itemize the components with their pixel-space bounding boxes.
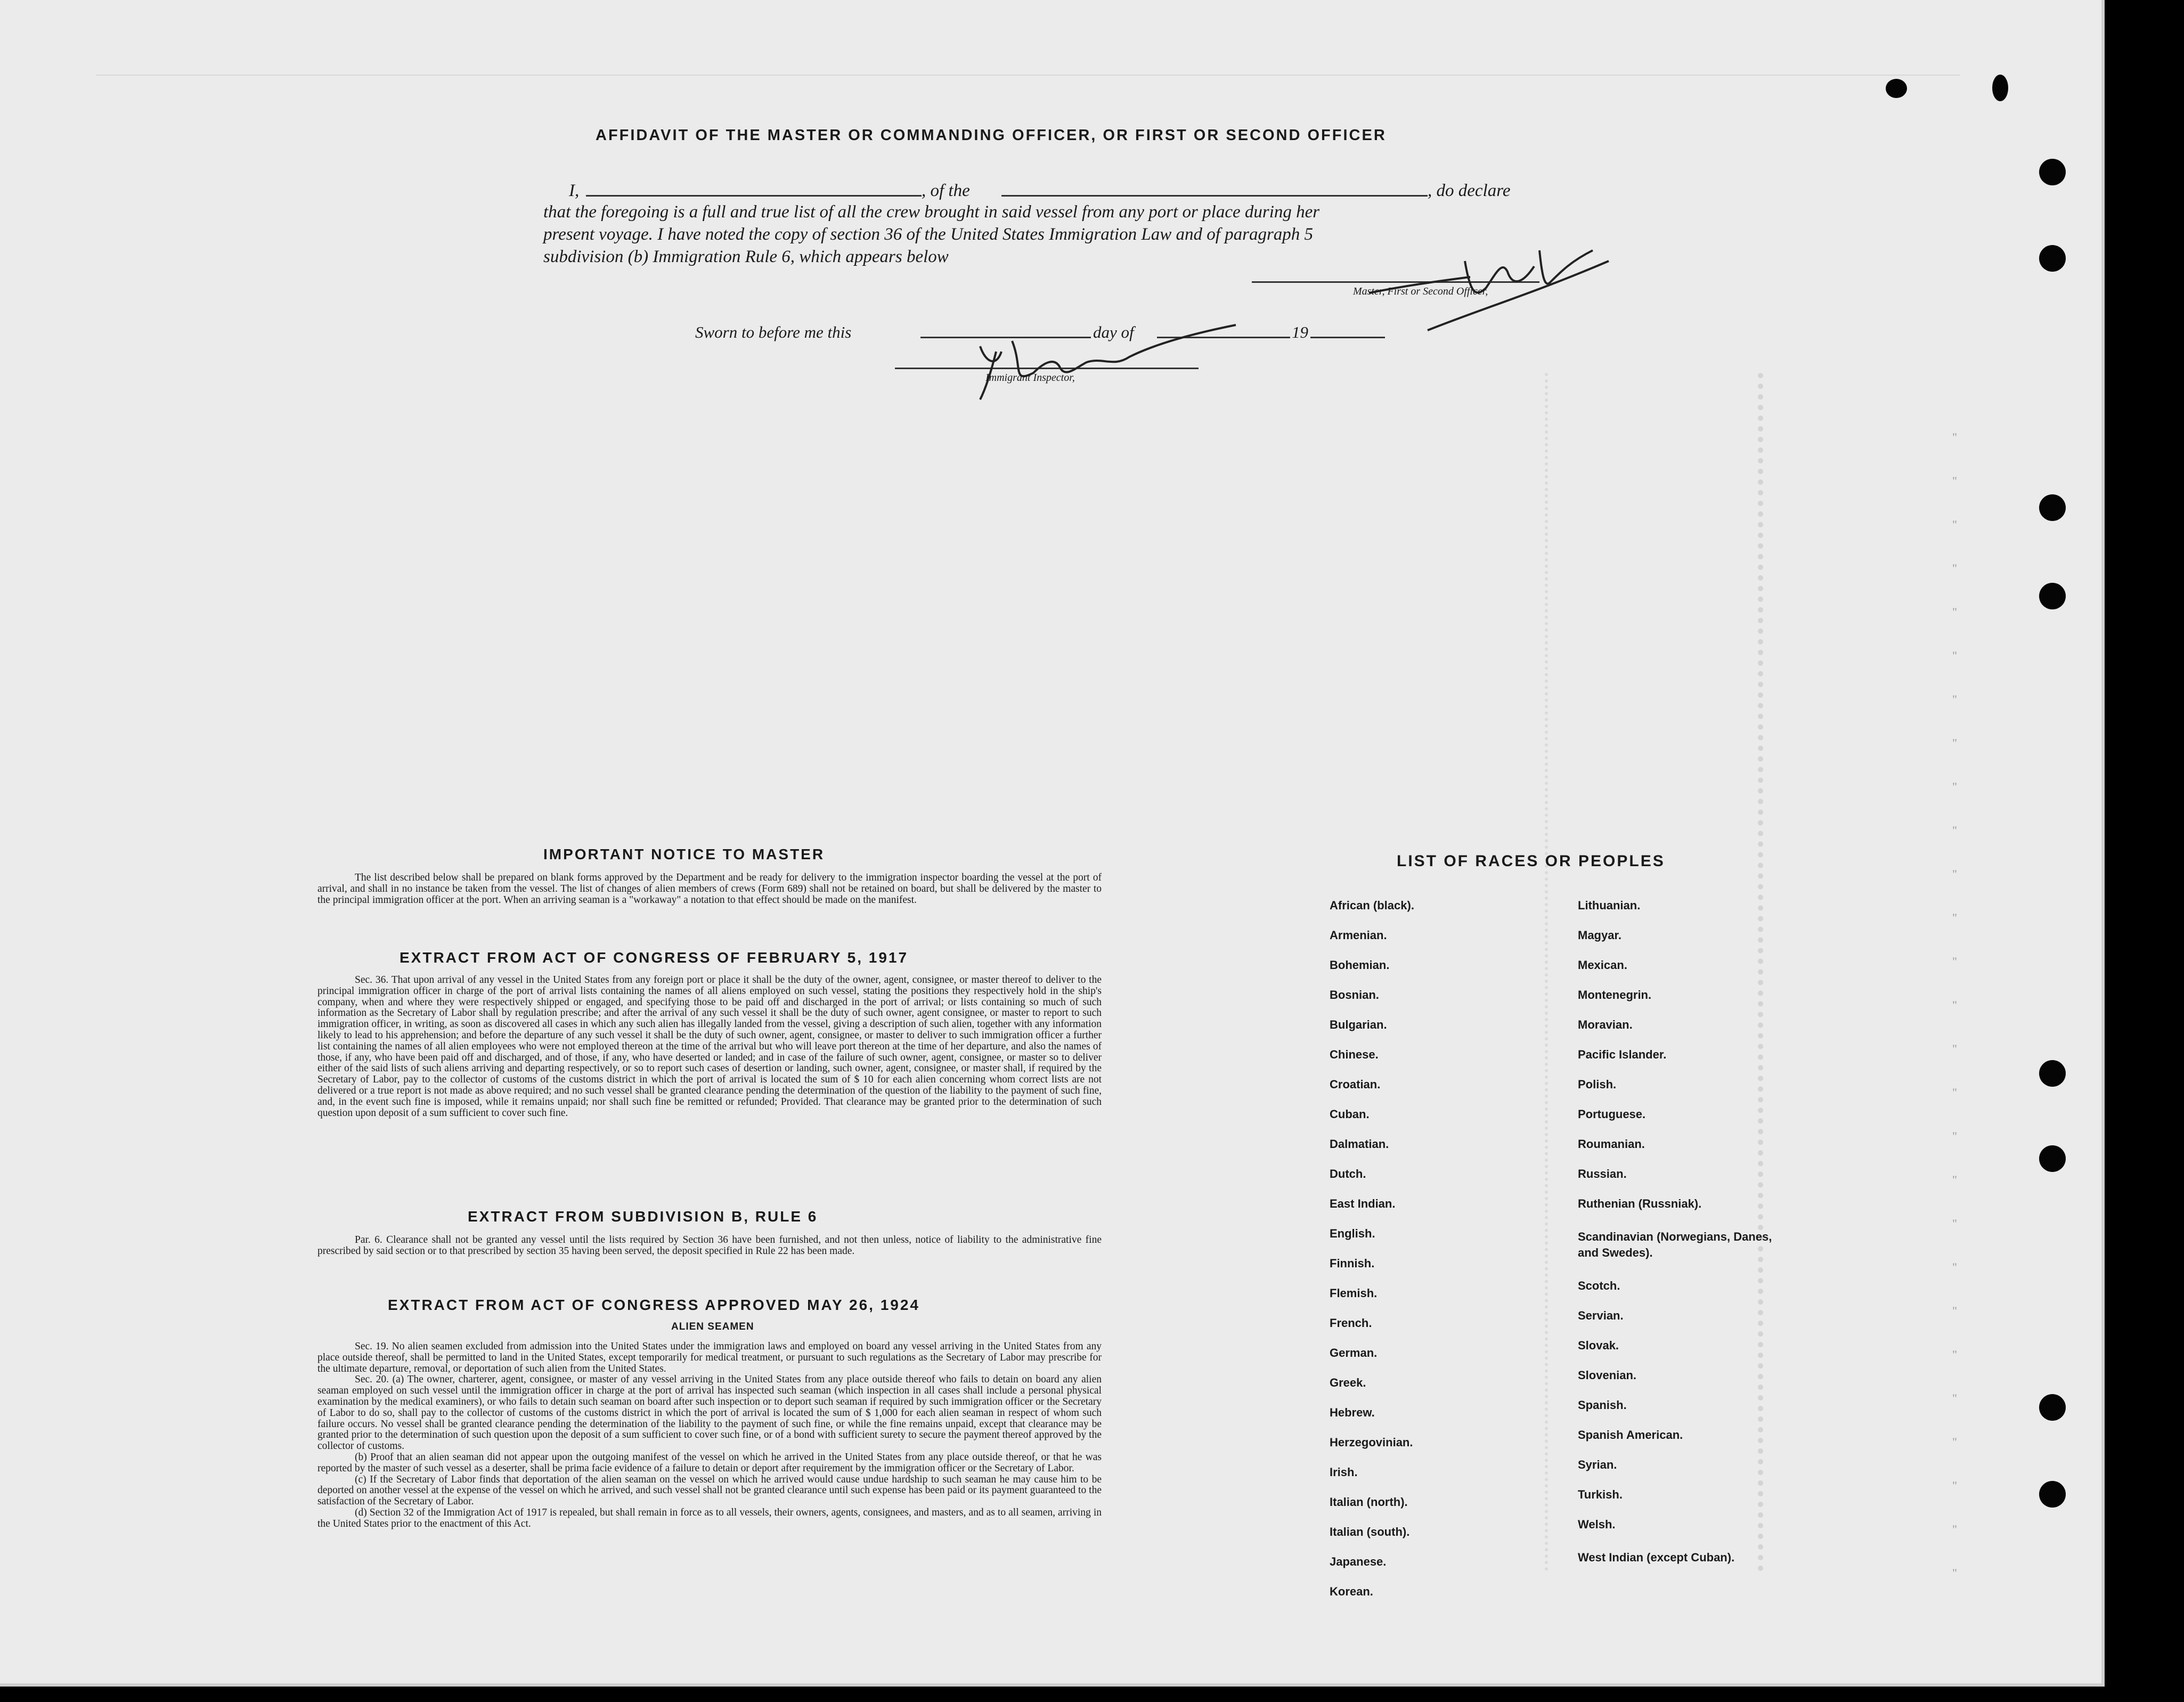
affidavit-do-declare: , do declare — [1428, 181, 1511, 200]
notice-paragraph: The list described below shall be prepared on blank forms approved by the Department and be ready for delivery to the immigration inspector boarding the vessel at the port of arrival, and shall in no instance be taken from the vessel. The list of changes of alien members of crews (Form 689) shall not be retained on board, but shall be delivered by the master to the principal immigration officer at the port. When an arriving seaman is a "workaway" a notation to that effect should be made on the manifest. — [317, 872, 1102, 906]
race-item: Slovenian. — [1578, 1369, 1637, 1382]
bleed-through-header — [96, 75, 1960, 108]
punch-hole — [2039, 494, 2066, 521]
race-item: Bosnian. — [1330, 988, 1379, 1001]
race-item: African (black). — [1330, 899, 1414, 912]
race-item: Scandinavian (Norwegians, Danes, and Swedes). — [1578, 1230, 1772, 1259]
race-item: Croatian. — [1330, 1078, 1381, 1091]
race-item: Armenian. — [1330, 929, 1387, 942]
extract2-paragraph: Par. 6. Clearance shall not be granted any vessel until the lists required by Section 36 have been furnished, and not then unless, notice of liability to the administrative fine prescribed by said section or to that prescribed by section 35 having been served, the deposit specified in Rule 22 has been made. — [317, 1234, 1102, 1257]
race-item: Cuban. — [1330, 1107, 1370, 1121]
extract1-paragraph: Sec. 36. That upon arrival of any vessel in the United States from any foreign port or place it shall be the duty of the owner, agent, consignee, or master thereof to deliver to the principal immigration officer in charge of the port of arrival lists containing the names of all aliens employed on such vessel, stating the positions they respectively hold in the ship's company, when and where they were respectively shipped or engaged, and specifying those to be paid off and discharged in the port of arrival; or lists containing so much of such information as the Secretary of Labor shall by regulation prescribe; and after the arrival of any such vessel it shall be the duty of such owner, agent consignee, or master to report to such immigration officer, in writing, as soon as discovered all cases in which any such alien has illegally landed from the vessel, giving a description of such alien, together with any information likely to lead to his apprehension; and before the departure of any such vessel it shall be the duty of such owner, agent, consignee, or master to deliver to such immigration officer a further list containing the names of all alien employees who were not employed thereon at the time of the arrival but who will leave port thereon at the time of her departure, and also the names of those, if any, who have been paid off and discharged, and of those, if any, who have deserted or landed; and in case of the failure of such owner, agent, consignee, or master so to deliver either of the said lists of such aliens arriving and departing respectively, or so to report such cases of desertion or landing, such owner, agent, consignee, or master shall, if required by the Secretary of Labor, pay to the collector of customs of the customs district in which the port of arrival is located the sum of $ 10 for each alien concerning whom correct lists are not delivered or a true report is not made as above required; and no such vessel shall be granted clearance pending the determination of the question of the liability to the payment of such fine, and, in the event such fine is imposed, while it remains unpaid; nor shall such fine be remitted or refunded; Provided. That clearance may be granted prior to the determination of such question upon deposit of a sum sufficient to cover such fine. — [317, 974, 1102, 1119]
extract3-paragraph: Sec. 20. (a) The owner, charterer, agent, consignee, or master of any vessel arriving in the United States from any place outside thereof who fails to detain on board any alien seaman employed on such vessel until the immigration officer in charge at the port of arrival has inspected such seaman (which inspection in all cases shall include a personal physical examination by the medical examiners), or who fails to detain such seaman on board after such inspection or to deport such seaman if required by such immigration officer or the Secretary of Labor to do so, shall pay to the collector of customs of the customs district in which the port of arrival is located the sum of $ 1,000 for each alien seaman in respect of whom such failure occurs. No vessel shall be granted clearance pending the determination of the liability to the payment of such fine, or while the fine remains unpaid, except that clearance may be granted prior to the determination of such question upon the deposit of a sum sufficient to cover such fine, or of a bond with sufficient surety to secure the payment thereof approved by the collector of customs. — [317, 1374, 1102, 1452]
extract3-paragraph: (d) Section 32 of the Immigration Act of 1917 is repealed, but shall remain in force as to all vessels, their owners, agents, consignees, and masters, and as to all seamen, arriving in the United States prior to the enactment of this Act. — [317, 1506, 1102, 1529]
race-item: French. — [1330, 1316, 1372, 1330]
name-blank — [586, 195, 922, 197]
race-item: Dutch. — [1330, 1167, 1366, 1180]
race-item: Syrian. — [1578, 1458, 1617, 1471]
punch-hole — [2039, 1060, 2066, 1087]
punch-hole — [1992, 75, 2008, 101]
sworn-text: Sworn to before me this — [695, 323, 852, 341]
punch-hole — [2039, 1481, 2066, 1508]
race-item: Servian. — [1578, 1309, 1624, 1322]
race-item: East Indian. — [1330, 1197, 1396, 1210]
master-caption: Master, First or Second Officer, — [1353, 286, 1488, 297]
race-item: Portuguese. — [1578, 1107, 1646, 1121]
race-item: Italian (south). — [1330, 1525, 1410, 1538]
notice-text — [317, 873, 1102, 906]
extract3-paragraph: (c) If the Secretary of Labor finds that deportation of the alien seaman on the vessel on which he arrived would cause undue hardship to such seaman he may cause him to be deported on another vessel at the expense of the vessel on which he arrived, and such vessel shall not be granted clearance until such expense has been paid or its payment guaranteed to the satisfaction of the Secretary of Labor. — [317, 1473, 1102, 1508]
extract3-text — [317, 1341, 1102, 1530]
affidavit-i-label: I, — [569, 181, 580, 200]
bleed-through-column — [1758, 373, 1795, 1571]
extract3-paragraph: (b) Proof that an alien seaman did not appear upon the outgoing manifest of the vessel on which he arrived in the United States from any place outside thereof, or that he was reported by the master of such vessel as a deserter, shall be prima facie evidence of a failure to detain or deport after requirement by the immigration officer or the Secretary of Labor. — [317, 1451, 1102, 1474]
day-of-text: day of — [1093, 323, 1134, 341]
affidavit-body-line3: subdivision (b) Immigration Rule 6, which appears below — [543, 247, 949, 266]
race-item: Ruthenian (Russniak). — [1578, 1197, 1702, 1210]
race-item: Korean. — [1330, 1585, 1373, 1598]
vessel-blank — [1001, 195, 1428, 197]
race-item: Lithuanian. — [1578, 899, 1641, 912]
punch-hole — [2039, 1394, 2066, 1421]
race-item: Chinese. — [1330, 1048, 1379, 1061]
sworn-year-blank — [1310, 337, 1385, 338]
race-item: Montenegrin. — [1578, 988, 1652, 1001]
extract3-subtitle: ALIEN SEAMEN — [671, 1321, 754, 1332]
punch-hole — [2039, 159, 2066, 185]
extract2-title: EXTRACT FROM SUBDIVISION B, RULE 6 — [468, 1208, 818, 1225]
race-item: Italian (north). — [1330, 1495, 1408, 1509]
race-item: Scotch. — [1578, 1279, 1620, 1292]
tick-mark-column: " " " " " " " " " " " " " " " " " " " " " " " " " " " — [1952, 430, 1957, 1579]
race-item: Dalmatian. — [1330, 1137, 1389, 1151]
race-item: Roumanian. — [1578, 1137, 1645, 1151]
race-item: Finnish. — [1330, 1257, 1375, 1270]
punch-hole — [2039, 1145, 2066, 1172]
race-item: Welsh. — [1578, 1518, 1616, 1531]
bleed-through-column — [1545, 373, 1569, 1571]
affidavit-body-line1: that the foregoing is a full and true list of all the crew brought in said vessel from any port or place during her — [543, 202, 1320, 222]
race-item: Spanish American. — [1578, 1428, 1683, 1442]
extract3-title: EXTRACT FROM ACT OF CONGRESS APPROVED MAY 26, 1924 — [388, 1297, 920, 1313]
races-title: LIST OF RACES OR PEOPLES — [1397, 852, 1665, 870]
affidavit-title: AFFIDAVIT OF THE MASTER OR COMMANDING OFFICER, OR FIRST OR SECOND OFFICER — [596, 127, 1387, 144]
affidavit-of-the: , of the — [922, 181, 970, 200]
master-signature — [1364, 229, 1619, 336]
extract1-text — [317, 975, 1102, 1119]
extract1-title: EXTRACT FROM ACT OF CONGRESS OF FEBRUARY 5, 1917 — [400, 949, 909, 966]
race-item: Moravian. — [1578, 1018, 1633, 1031]
extract3-paragraph: Sec. 19. No alien seamen excluded from admission into the United States under the immigration laws and employed on board any vessel arriving in the United States from any place outside thereof, shall be permitted to land in the United States, except temporarily for medical treatment, or pursuant to such regulations as the Secretary of Labor may prescribe for the ultimate departure, removal, or deportation of such alien from the United States. — [317, 1341, 1102, 1374]
race-item: Flemish. — [1330, 1286, 1378, 1300]
race-item: Spanish. — [1578, 1398, 1627, 1412]
affidavit-body-line2: present voyage. I have noted the copy of section 36 of the United States Immigration Law and of paragraph 5 — [543, 225, 1314, 244]
race-item: West Indian (except Cuban). — [1578, 1551, 1735, 1564]
inspector-signature — [969, 314, 1246, 405]
race-item: German. — [1330, 1346, 1378, 1359]
race-item: Magyar. — [1578, 929, 1621, 942]
race-item: Irish. — [1330, 1465, 1358, 1479]
race-item: Greek. — [1330, 1376, 1366, 1389]
race-item: Bohemian. — [1330, 958, 1390, 972]
race-item: Russian. — [1578, 1167, 1627, 1180]
race-item: Hebrew. — [1330, 1406, 1375, 1419]
race-item: Japanese. — [1330, 1555, 1387, 1568]
race-item: Herzegovinian. — [1330, 1436, 1413, 1449]
race-item: Polish. — [1578, 1078, 1617, 1091]
notice-title: IMPORTANT NOTICE TO MASTER — [543, 846, 825, 862]
race-item: Bulgarian. — [1330, 1018, 1387, 1031]
race-item: Pacific Islander. — [1578, 1048, 1667, 1061]
inspector-caption: Immigrant Inspector, — [985, 372, 1075, 384]
punch-hole — [2039, 583, 2066, 609]
punch-hole — [2039, 245, 2066, 272]
year-prefix: 19 — [1292, 323, 1308, 341]
race-item: Mexican. — [1578, 958, 1627, 972]
race-item: English. — [1330, 1227, 1375, 1240]
extract2-text — [317, 1235, 1102, 1257]
race-item: Slovak. — [1578, 1339, 1619, 1352]
race-item: Turkish. — [1578, 1488, 1623, 1501]
